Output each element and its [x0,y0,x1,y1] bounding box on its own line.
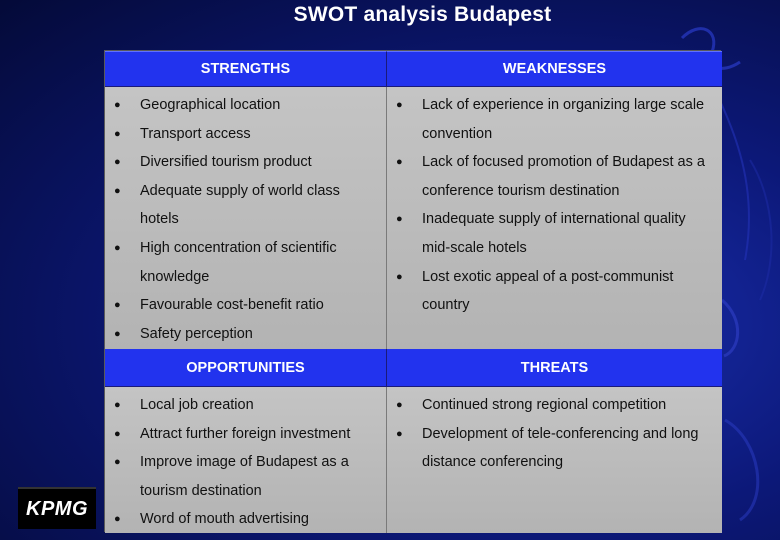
swot-table [104,50,721,532]
list-item [112,177,380,234]
bullet-icon: ● [396,213,403,226]
list-item-text: Favourable cost-benefit ratio [140,297,324,314]
list-item [112,448,380,505]
list-item-text: Inadequate supply of international quality mid-scale hotels [422,211,686,256]
strengths-header: STRENGTHS [105,51,387,87]
bullet-icon: ● [114,127,121,140]
list-item [394,391,716,420]
bullet-icon: ● [114,513,121,526]
list-item [112,420,380,449]
bullet-icon: ● [114,327,121,340]
bullet-icon: ● [396,156,403,169]
bullet-icon: ● [114,456,121,469]
list-item-text: Lack of focused promotion of Budapest as a conference tourism destination [422,154,705,199]
bullet-icon: ● [114,99,121,111]
list-item [112,505,380,533]
strengths-list [112,91,380,348]
list-item-text: Diversified tourism product [140,154,312,171]
list-item [394,205,716,262]
list-item-text: Adequate supply of world class hotels [140,182,340,228]
strengths-cell [105,87,387,349]
opportunities-cell [105,387,387,533]
opportunities-list [112,391,380,533]
list-item [112,320,380,349]
bullet-icon: ● [396,99,403,111]
bullet-icon: ● [396,399,403,411]
list-item [112,391,380,420]
kpmg-logo: KPMG [18,487,96,529]
bullet-icon: ● [114,241,121,254]
list-item-text: Geographical location [140,97,281,113]
bullet-icon: ● [114,156,121,169]
list-item-text: Transport access [140,125,251,142]
bullet-icon: ● [114,299,121,312]
list-item-text: Lost exotic appeal of a post-communist country [422,268,674,314]
threats-header: THREATS [387,349,722,387]
bullet-icon: ● [114,399,121,411]
bullet-icon: ● [114,184,121,197]
weaknesses-header: WEAKNESSES [387,51,722,87]
list-item [394,148,716,205]
weaknesses-list [394,91,716,320]
list-item [112,91,380,120]
list-item [394,420,716,477]
list-item [112,120,380,149]
list-item [394,91,716,148]
list-item [112,234,380,291]
list-item-text: Attract further foreign investment [140,425,351,442]
list-item-text: High concentration of scientific knowledge [140,239,337,285]
threats-list [394,391,716,477]
list-item-text: Word of mouth advertising [140,511,309,528]
bullet-icon: ● [396,270,403,283]
opportunities-header: OPPORTUNITIES [105,349,387,387]
page-title: SWOT analysis Budapest [293,3,552,26]
list-item-text: Improve image of Budapest as a tourism destination [140,454,349,499]
list-item [394,263,716,320]
bullet-icon: ● [114,427,121,440]
list-item [112,291,380,320]
threats-cell [387,387,722,533]
bullet-icon: ● [396,427,403,440]
list-item-text: Safety perception [140,325,253,342]
list-item-text: Local job creation [140,397,254,413]
list-item-text: Lack of experience in organizing large scale convention [422,97,705,142]
list-item [112,148,380,177]
list-item-text: Continued strong regional competition [422,397,667,413]
list-item-text: Development of tele-conferencing and long distance conferencing [422,425,699,471]
weaknesses-cell [387,87,722,349]
